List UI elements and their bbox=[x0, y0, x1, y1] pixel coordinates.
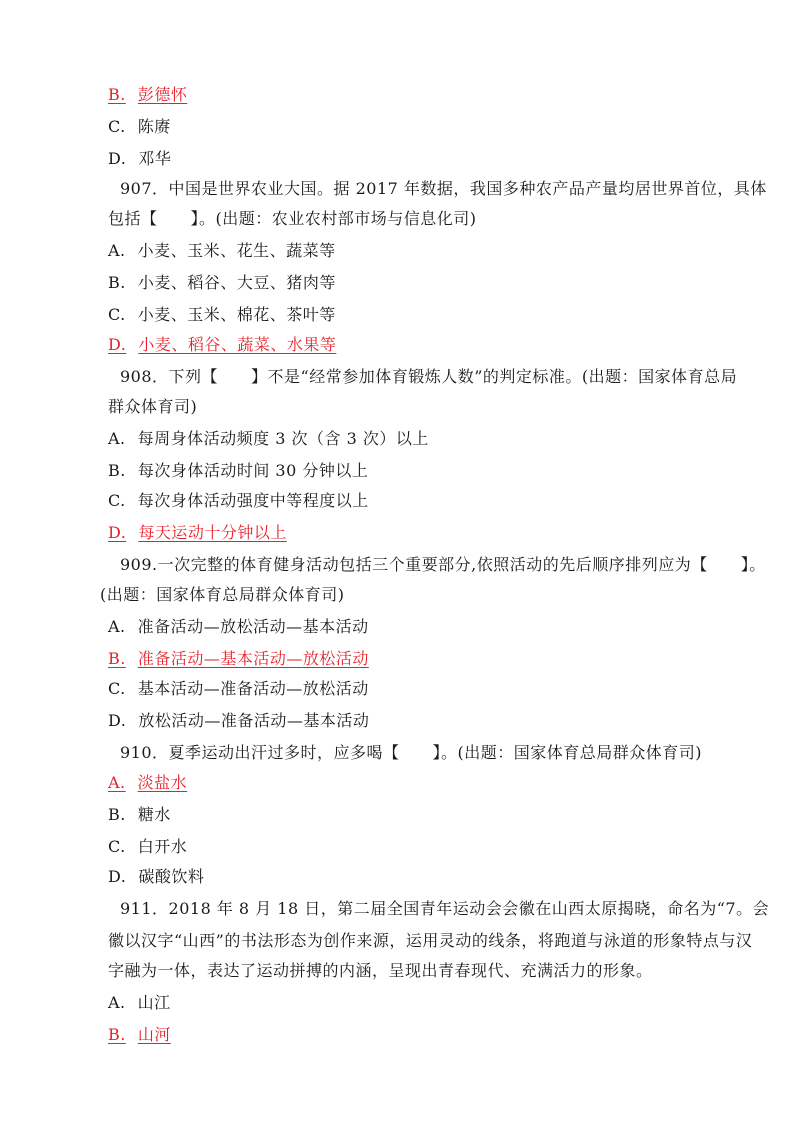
q909-option-b-answer: B. 准备活动—基本活动—放松活动 bbox=[108, 649, 369, 668]
q908-option-d-answer: D. 每天运动十分钟以上 bbox=[108, 523, 287, 542]
q909-option-c: C. 基本活动—准备活动—放松活动 bbox=[108, 679, 369, 698]
q911-stem-line1: 911．2018 年 8 月 18 日，第二届全国青年运动会会徽在山西太原揭晓，命名为“7。会 bbox=[120, 899, 770, 918]
q908-option-b: B. 每次身体活动时间 30 分钟以上 bbox=[108, 461, 369, 480]
q910-stem-line1: 910．夏季运动出汗过多时，应多喝【 】。(出题：国家体育总局群众体育司) bbox=[120, 743, 703, 762]
q907-option-b: B. 小麦、稻谷、大豆、猪肉等 bbox=[108, 273, 336, 292]
q908-option-a: A. 每周身体活动频度 3 次（含 3 次）以上 bbox=[108, 429, 429, 448]
q910-option-d: D. 碳酸饮料 bbox=[108, 867, 205, 886]
q908-stem-line1: 908．下列【 】不是“经常参加体育锻炼人数”的判定标准。(出题：国家体育总局 bbox=[120, 367, 738, 386]
q907-stem-line2: 包括【 】。(出题：农业农村部市场与信息化司) bbox=[108, 209, 477, 228]
q909-option-d: D. 放松活动—准备活动—基本活动 bbox=[108, 711, 370, 730]
q907-option-d-answer: D. 小麦、稻谷、蔬菜、水果等 bbox=[108, 335, 337, 354]
q910-option-b: B. 糖水 bbox=[108, 805, 171, 824]
q907-option-c: C. 小麦、玉米、棉花、茶叶等 bbox=[108, 305, 336, 324]
q910-option-a-answer: A. 淡盐水 bbox=[108, 773, 188, 792]
q911-option-b-answer: B. 山河 bbox=[108, 1025, 171, 1044]
q909-stem-line2: (出题：国家体育总局群众体育司) bbox=[100, 585, 345, 604]
q908-option-c: C. 每次身体活动强度中等程度以上 bbox=[108, 491, 369, 510]
q907-stem-line1: 907．中国是世界农业大国。据 2017 年数据，我国多种农产品产量均居世界首位，具体 bbox=[120, 179, 767, 198]
q907-option-a: A. 小麦、玉米、花生、蔬菜等 bbox=[108, 241, 336, 260]
q906-option-c: C. 陈赓 bbox=[108, 117, 171, 136]
q906-option-d: D. 邓华 bbox=[108, 149, 172, 168]
q911-stem-line2: 徽以汉字“山西”的书法形态为创作来源，运用灵动的线条，将跑道与泳道的形象特点与汉 bbox=[108, 931, 753, 950]
q909-stem-line1: 909.一次完整的体育健身活动包括三个重要部分,依照活动的先后顺序排列应为【 】。 bbox=[120, 555, 766, 574]
q911-option-a: A. 山江 bbox=[108, 993, 171, 1012]
q906-option-b: B. 彭德怀 bbox=[108, 85, 188, 104]
q909-option-a: A. 准备活动—放松活动—基本活动 bbox=[108, 617, 369, 636]
q910-option-c: C. 白开水 bbox=[108, 837, 188, 856]
q908-stem-line2: 群众体育司) bbox=[108, 397, 198, 416]
q911-stem-line3: 字融为一体，表达了运动拼搏的内涵，呈现出青春现代、充满活力的形象。 bbox=[108, 961, 653, 980]
